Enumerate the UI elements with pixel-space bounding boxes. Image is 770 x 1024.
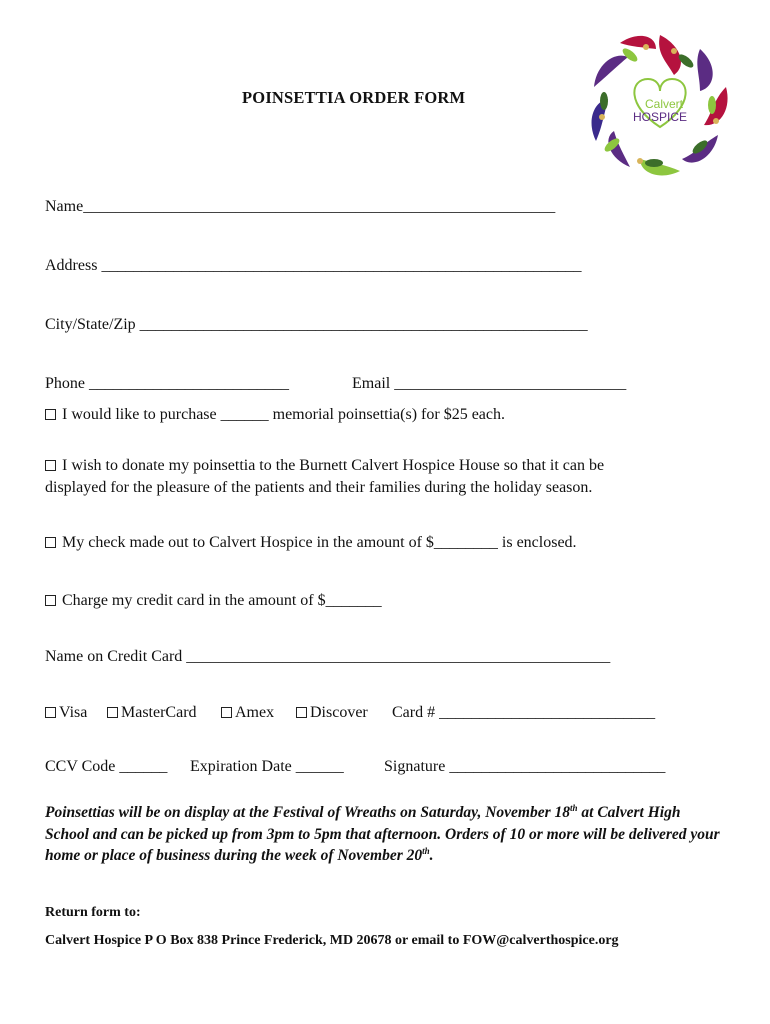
name-field[interactable]: Name___________________________________________________________ [45,198,556,215]
mastercard-option[interactable] [107,703,197,723]
amex-checkbox[interactable] [221,707,232,718]
discover-label: Discover [310,704,368,721]
event-note: Poinsettias will be on display at the Festival of Wreaths on Saturday, November 18th at Calvert High School and can be picked up from 3pm to 5pm that afternoon. Orders of 10 or more will be delivered your home or place of business during the week of November 20th. [45,803,720,864]
check-text: My check made out to Calvert Hospice in the amount of $________ is enclosed. [62,534,577,551]
visa-checkbox[interactable] [45,707,56,718]
purchase-checkbox[interactable] [45,409,56,420]
form-title: POINSETTIA ORDER FORM [242,88,466,107]
discover-option[interactable] [296,703,368,723]
phone-field[interactable]: Phone _________________________ [45,375,289,392]
amex-option[interactable] [221,703,274,723]
donate-text-line1: I wish to donate my poinsettia to the Burnett Calvert Hospice House so that it can be [62,457,605,474]
expiration-field[interactable]: Expiration Date ______ [190,758,344,775]
signature-field[interactable]: Signature ___________________________ [384,758,666,775]
check-option[interactable] [45,533,577,553]
donate-option[interactable] [45,456,604,476]
purchase-text: I would like to purchase ______ memorial poinsettia(s) for $25 each. [62,406,505,423]
mastercard-label: MasterCard [121,704,197,721]
calvert-hospice-logo [582,26,738,184]
city-state-zip-field[interactable]: City/State/Zip ________________________________________________________ [45,316,588,333]
charge-checkbox[interactable] [45,595,56,606]
logo-text-calvert: Calvert [644,97,684,111]
mastercard-checkbox[interactable] [107,707,118,718]
purchase-option[interactable] [45,405,505,425]
email-field[interactable]: Email _____________________________ [352,375,627,392]
name-on-card-field[interactable]: Name on Credit Card _____________________________________________________ [45,648,611,665]
discover-checkbox[interactable] [296,707,307,718]
donate-text-line2: displayed for the pleasure of the patients and their families during the holiday season. [45,479,593,496]
address-field[interactable]: Address ____________________________________________________________ [45,257,582,274]
check-checkbox[interactable] [45,537,56,548]
visa-label: Visa [59,704,88,721]
charge-option[interactable] [45,591,382,611]
ccv-field[interactable]: CCV Code ______ [45,758,168,775]
amex-label: Amex [235,704,275,721]
return-label: Return form to: [45,905,141,920]
logo-text-hospice: HOSPICE [632,110,688,124]
card-number-field[interactable]: Card # ___________________________ [392,704,656,721]
charge-text: Charge my credit card in the amount of $_______ [62,592,382,609]
return-address: Calvert Hospice P O Box 838 Prince Frederick, MD 20678 or email to FOW@calverthospice.org [45,933,619,948]
donate-checkbox[interactable] [45,460,56,471]
visa-option[interactable] [45,703,87,723]
